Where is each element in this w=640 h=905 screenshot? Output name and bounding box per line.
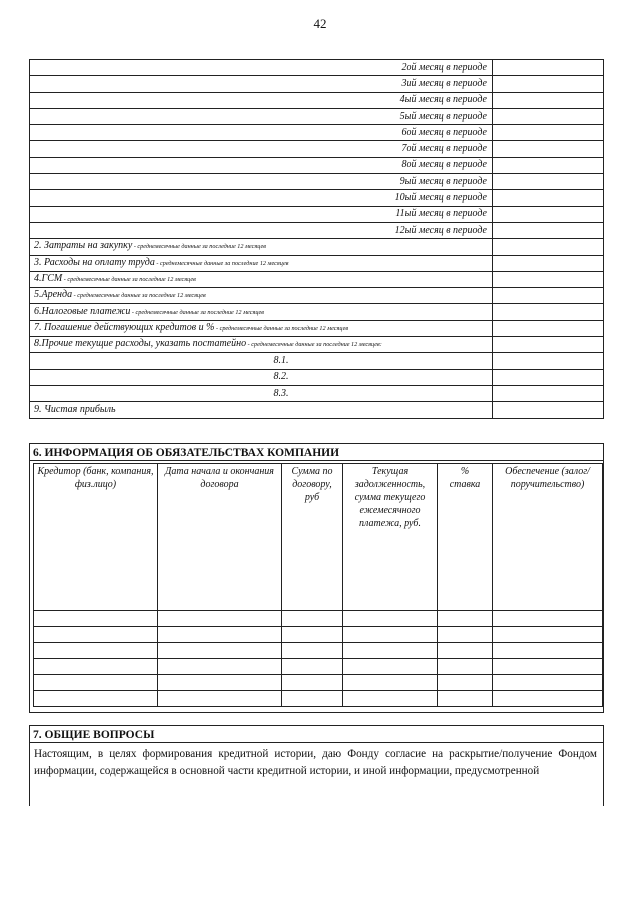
liability-row bbox=[34, 675, 603, 691]
month-row bbox=[30, 108, 604, 124]
liability-cell[interactable] bbox=[343, 659, 438, 675]
month-row bbox=[30, 222, 604, 238]
expense-label: 7. Погашение действующих кредитов и % bbox=[34, 321, 215, 333]
liability-cell[interactable] bbox=[34, 611, 158, 627]
expense-label: 6.Налоговые платежи bbox=[34, 305, 131, 317]
header-current-debt: Текущая задолженность, сумма текущего ежемесячного платежа, руб. bbox=[343, 464, 438, 611]
month-row-label: 12ый месяц в периоде bbox=[30, 222, 493, 238]
liability-row bbox=[34, 659, 603, 675]
liability-cell[interactable] bbox=[158, 643, 282, 659]
net-profit-row bbox=[30, 402, 604, 418]
liability-cell[interactable] bbox=[493, 627, 603, 643]
liability-cell[interactable] bbox=[158, 691, 282, 707]
expense-row-value-cell[interactable] bbox=[493, 271, 604, 287]
liability-cell[interactable] bbox=[493, 691, 603, 707]
month-row-label: 7ой месяц в периоде bbox=[30, 141, 493, 157]
liabilities-table bbox=[33, 463, 603, 707]
liability-cell[interactable] bbox=[438, 691, 493, 707]
expense-row bbox=[30, 239, 604, 255]
expense-label: 3. Расходы на оплату труда bbox=[34, 256, 155, 268]
expense-row-label bbox=[30, 337, 493, 353]
month-row-value-cell[interactable] bbox=[493, 60, 604, 76]
sub-expense-row-value-cell[interactable] bbox=[493, 353, 604, 369]
month-row bbox=[30, 174, 604, 190]
liability-cell[interactable] bbox=[34, 675, 158, 691]
month-row-value-cell[interactable] bbox=[493, 92, 604, 108]
consent-text: Настоящим, в целях формирования кредитной истории, даю Фонду согласие на раскрытие/получение Фондом информации, содержащейся в основной части кредитной истории, и иной информации, предусмотренной bbox=[34, 748, 597, 777]
month-row-label: 4ый месяц в периоде bbox=[30, 92, 493, 108]
sub-expense-row-value-cell[interactable] bbox=[493, 385, 604, 401]
expense-row-value-cell[interactable] bbox=[493, 304, 604, 320]
liability-cell[interactable] bbox=[493, 675, 603, 691]
liability-row bbox=[34, 643, 603, 659]
expense-label: 8.Прочие текущие расходы, указать постатейно bbox=[34, 338, 247, 350]
month-row-value-cell[interactable] bbox=[493, 108, 604, 124]
month-row bbox=[30, 92, 604, 108]
month-row-label: 9ый месяц в периоде bbox=[30, 174, 493, 190]
month-row bbox=[30, 76, 604, 92]
month-row bbox=[30, 125, 604, 141]
expense-note: - среднемесячные данные за последние 12 месяцев bbox=[72, 292, 206, 300]
liabilities-section-title: 6. ИНФОРМАЦИЯ ОБ ОБЯЗАТЕЛЬСТВАХ КОМПАНИИ bbox=[30, 444, 603, 461]
page-number: 42 bbox=[313, 16, 327, 31]
general-questions-title: 7. ОБЩИЕ ВОПРОСЫ bbox=[30, 726, 603, 743]
month-row-label: 6ой месяц в периоде bbox=[30, 125, 493, 141]
expense-row-label bbox=[30, 239, 493, 255]
month-row bbox=[30, 190, 604, 206]
sub-expense-row-value-cell[interactable] bbox=[493, 369, 604, 385]
expense-row-label bbox=[30, 320, 493, 336]
liability-cell[interactable] bbox=[343, 643, 438, 659]
month-row-value-cell[interactable] bbox=[493, 125, 604, 141]
month-row-label: 8ой месяц в периоде bbox=[30, 157, 493, 173]
expense-row bbox=[30, 271, 604, 287]
expense-label: 5.Аренда bbox=[34, 289, 73, 301]
expense-note: - среднемесячные данные за последние 12 месяцев bbox=[154, 259, 289, 267]
expense-row bbox=[30, 337, 604, 353]
liability-cell[interactable] bbox=[438, 675, 493, 691]
liability-cell[interactable] bbox=[282, 675, 343, 691]
sub-expense-row-label: 8.1. bbox=[30, 353, 493, 369]
liability-cell[interactable] bbox=[343, 675, 438, 691]
net-profit-row-value-cell[interactable] bbox=[493, 402, 604, 418]
liability-cell[interactable] bbox=[438, 659, 493, 675]
month-row-value-cell[interactable] bbox=[493, 206, 604, 222]
expense-note: - среднемесячные данные за последние 12 месяцев bbox=[130, 308, 264, 316]
header-rate: % ставка bbox=[438, 464, 493, 611]
month-row-value-cell[interactable] bbox=[493, 76, 604, 92]
liability-cell[interactable] bbox=[493, 611, 603, 627]
liability-cell[interactable] bbox=[34, 691, 158, 707]
liability-cell[interactable] bbox=[282, 691, 343, 707]
expense-note: - среднемесячные данные за последние 12 месяцев bbox=[62, 276, 196, 283]
header-collateral: Обеспечение (залог/поручительство) bbox=[493, 464, 603, 611]
expense-note: - среднемесячные данные за последние 12 месяцев bbox=[132, 243, 266, 251]
expense-row-value-cell[interactable] bbox=[493, 320, 604, 336]
liability-cell[interactable] bbox=[343, 627, 438, 643]
liability-cell[interactable] bbox=[343, 611, 438, 627]
month-row-value-cell[interactable] bbox=[493, 190, 604, 206]
expense-note: - среднемесячные данные за последние 12 месяцев bbox=[214, 324, 349, 332]
month-row-label: 10ый месяц в периоде bbox=[30, 190, 493, 206]
expense-row-value-cell[interactable] bbox=[493, 337, 604, 353]
expense-row-value-cell[interactable] bbox=[493, 239, 604, 255]
liability-cell[interactable] bbox=[282, 659, 343, 675]
liability-cell[interactable] bbox=[34, 643, 158, 659]
liability-row bbox=[34, 627, 603, 643]
liability-cell[interactable] bbox=[158, 675, 282, 691]
expense-note: - среднемесячные данные за последние 12 месяцев: bbox=[246, 341, 382, 349]
liability-cell[interactable] bbox=[34, 659, 158, 675]
header-contract-sum: Сумма по договору, руб bbox=[282, 464, 343, 611]
expense-row-value-cell[interactable] bbox=[493, 288, 604, 304]
liability-cell[interactable] bbox=[282, 643, 343, 659]
month-row-label: 11ый месяц в периоде bbox=[30, 206, 493, 222]
month-row bbox=[30, 141, 604, 157]
liabilities-section bbox=[29, 443, 604, 713]
month-row-label: 3ий месяц в периоде bbox=[30, 76, 493, 92]
expense-label: 2. Затраты на закупку bbox=[34, 240, 133, 252]
month-row-value-cell[interactable] bbox=[493, 157, 604, 173]
liability-cell[interactable] bbox=[493, 659, 603, 675]
liability-cell[interactable] bbox=[158, 611, 282, 627]
expense-row-label bbox=[30, 288, 493, 304]
header-creditor: Кредитор (банк, компания, физ.лицо) bbox=[34, 464, 158, 611]
month-row-label: 5ый месяц в периоде bbox=[30, 108, 493, 124]
liability-cell[interactable] bbox=[438, 643, 493, 659]
month-row bbox=[30, 157, 604, 173]
liabilities-header-row bbox=[34, 464, 603, 611]
month-row-value-cell[interactable] bbox=[493, 141, 604, 157]
finance-table bbox=[29, 59, 604, 419]
liability-cell[interactable] bbox=[438, 627, 493, 643]
sub-expense-row-label: 8.2. bbox=[30, 369, 493, 385]
expense-row bbox=[30, 288, 604, 304]
sub-expense-row-label: 8.3. bbox=[30, 385, 493, 401]
liability-cell[interactable] bbox=[493, 643, 603, 659]
expense-label: 4.ГСМ bbox=[34, 273, 63, 284]
liability-cell[interactable] bbox=[438, 611, 493, 627]
month-row-value-cell[interactable] bbox=[493, 174, 604, 190]
expense-row-label bbox=[30, 271, 493, 287]
net-profit-row-label: 9. Чистая прибыль bbox=[30, 402, 493, 418]
liability-cell[interactable] bbox=[343, 691, 438, 707]
general-questions-section bbox=[29, 725, 604, 806]
sub-expense-row bbox=[30, 385, 604, 401]
expense-row bbox=[30, 255, 604, 271]
liability-row bbox=[34, 691, 603, 707]
expense-row-label bbox=[30, 304, 493, 320]
expense-row-label bbox=[30, 255, 493, 271]
month-row-label: 2ой месяц в периоде bbox=[30, 60, 493, 76]
expense-row bbox=[30, 304, 604, 320]
expense-row-value-cell[interactable] bbox=[493, 255, 604, 271]
header-contract-dates: Дата начала и окончания договора bbox=[158, 464, 282, 611]
liability-cell[interactable] bbox=[158, 627, 282, 643]
month-row-value-cell[interactable] bbox=[493, 222, 604, 238]
expense-row bbox=[30, 320, 604, 336]
liability-cell[interactable] bbox=[282, 627, 343, 643]
sub-expense-row bbox=[30, 369, 604, 385]
liability-row bbox=[34, 611, 603, 627]
liability-cell[interactable] bbox=[158, 659, 282, 675]
liability-cell[interactable] bbox=[34, 627, 158, 643]
month-row bbox=[30, 206, 604, 222]
month-row bbox=[30, 60, 604, 76]
sub-expense-row bbox=[30, 353, 604, 369]
liability-cell[interactable] bbox=[282, 611, 343, 627]
